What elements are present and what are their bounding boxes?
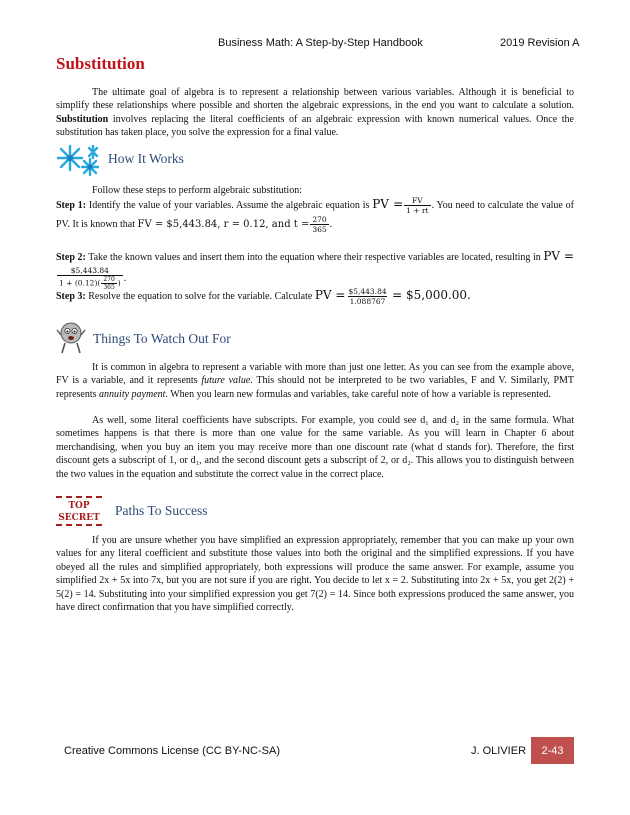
section-title: Substitution [56,54,145,73]
snowflake-icon [56,145,102,177]
revision-label: 2019 Revision A [500,37,580,49]
license-text: Creative Commons License (CC BY-NC-SA) [64,745,280,757]
watch-out-heading: Things To Watch Out For [93,331,231,346]
page-number: 2-43 [541,744,564,757]
watch-out-paragraph-2: As well, some literal coefficients have subscripts. For example, you could see d₁ and d₂ in the same formula. What sometimes happens is that there is more than one value for the same variable. As you will learn in Chapter 6 about merchandising, when you buy an item you may receive more than one discount rate (what d stands for). Therefore, the first discount gets a subscript of 1, or d₁, and the second discount gets a subscript of 2, or d₂. This allows you to distinguish between the two values in the equation and substitute the correct value in the correct place. [56,415,574,480]
how-it-works-lead: Follow these steps to perform algebraic substitution: [92,185,302,196]
warning-character-icon [56,321,86,355]
top-secret-stamp: TOP SECRET [56,496,102,526]
page-number-badge [531,737,574,764]
paths-heading: Paths To Success [115,503,208,518]
book-title: Business Math: A Step-by-Step Handbook [218,37,423,49]
author-name: J. OLIVIER [471,745,527,757]
watch-out-paragraph-1: It is common in algebra to represent a variable with more than just one letter. As you can see from the example above, FV is a variable, and it represents future value. This should not be interpreted to be two variables, F and V. Similarly, PMT represents annuity payment. When you learn new formulas and variables, take careful note of how a variable is represented. [56,362,575,400]
intro-paragraph: The ultimate goal of algebra is to represent a relationship between various variables. Although it is beneficial to simplify these relationships where possible and shorten the algebraic expressions, in the end you want to calculate a solution. Substitution involves replacing the literal coefficients of an algebraic expression with known numerical values. Once the substitution has taken place, you solve the expression for a final value. [56,87,574,139]
substitution-term: Substitution [56,113,109,125]
how-it-works-heading: How It Works [108,151,184,166]
paths-paragraph: If you are unsure whether you have simplified an expression appropriately, remember that you can make up your own values for any literal coefficient and substitute those values into both the original and the simplified expressions. If you have obeyed all the rules and simplified appropriately, both expressions will produce the same answer. For example, assume you simplified 2x + 5x into 7x, but you are not sure if you are right. You decide to let x = 2. Substituting into 2x + 5x, you get 2(2) + 5(2) = 14. Substituting into your simplified expression you get 7(2) = 14. Since both expressions produced the same answer, you have direct confirmation that you have simplified correctly. [56,535,574,614]
step-1: Step 1: Identify the value of your variables. Assume the algebraic equation is PV = $\frac{FV}{1 + rt}$ . You need to calculate the value of PV. It is known that FV = $5,443.84, r = 0.12, and t = $\frac{270}{365}$ . [56,196,574,235]
step-3: Step 3: Resolve the equation to solve for the variable. Calculate PV = $\frac{\$5,443.84}{1.088767}$ = $5,000.00. [56,287,471,307]
step-2: Step 2: Take the known values and insert them into the equation where their respective variables are located, resulting in PV = $5,443.84 1 + (0.12)( $\frac{270}{365}$ ) . [56,249,574,291]
